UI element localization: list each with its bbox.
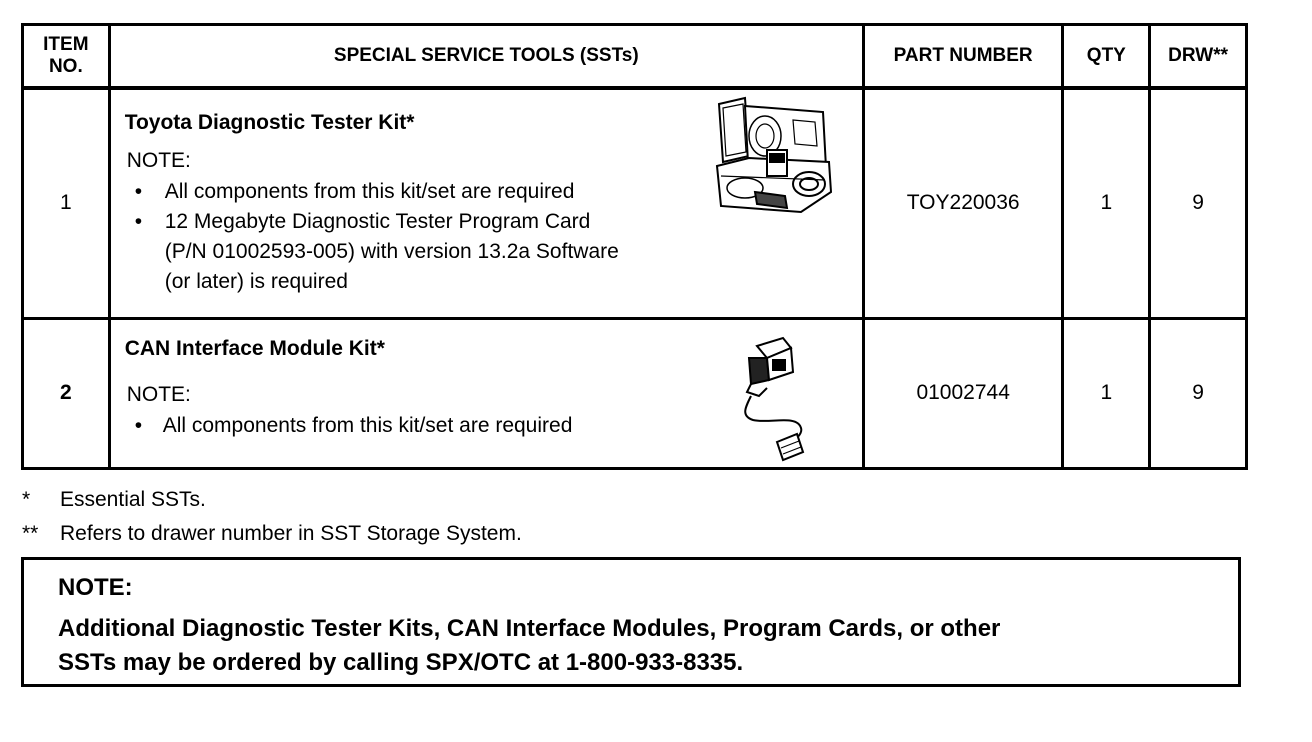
header-item-line1: ITEM <box>43 34 89 55</box>
qty: 1 <box>1063 88 1150 318</box>
drw: 9 <box>1150 88 1247 318</box>
note-label: NOTE: <box>126 383 191 406</box>
item-number: 2 <box>23 318 110 468</box>
list-item: • All components from this kit/set are required <box>125 411 862 441</box>
list-item: • All components from this kit/set are required <box>125 177 862 207</box>
diagnostic-tester-case-icon <box>715 96 833 216</box>
drw: 9 <box>1150 318 1247 468</box>
tool-title: Toyota Diagnostic Tester Kit* <box>124 111 415 135</box>
table-row <box>23 318 1247 468</box>
note-label: NOTE: <box>126 149 191 173</box>
header-item-no <box>23 25 110 89</box>
tool-title: CAN Interface Module Kit* <box>124 337 385 360</box>
bottom-note-box <box>21 557 1241 687</box>
header-drw: DRW** <box>1150 25 1247 89</box>
footnote-mark: ** <box>22 522 39 545</box>
part-number: 01002744 <box>863 318 1063 468</box>
header-part-number: PART NUMBER <box>863 25 1063 89</box>
table-row <box>23 88 1247 318</box>
header-qty: QTY <box>1063 25 1150 89</box>
sst-table <box>21 23 1248 470</box>
header-item-line2: NO. <box>48 56 83 77</box>
item-number: 1 <box>23 88 110 318</box>
can-interface-module-icon <box>739 336 809 464</box>
bottom-note-title: NOTE: <box>58 574 133 601</box>
footnote-mark: * <box>22 488 31 511</box>
bottom-note-line: Additional Diagnostic Tester Kits, CAN Interface Modules, Program Cards, or other <box>58 615 1001 642</box>
header-row <box>23 25 1247 89</box>
qty: 1 <box>1063 318 1150 468</box>
header-tools: SPECIAL SERVICE TOOLS (SSTs) <box>109 25 863 89</box>
bottom-note-body <box>58 612 1238 680</box>
footnote-text: Refers to drawer number in SST Storage System. <box>60 522 522 545</box>
part-number: TOY220036 <box>863 88 1063 318</box>
bottom-note-line: SSTs may be ordered by calling SPX/OTC at 1-800-933-8335. <box>58 649 744 676</box>
footnote-text: Essential SSTs. <box>60 488 206 511</box>
tool-description <box>109 318 863 468</box>
tool-description <box>109 88 863 318</box>
list-item: • 12 Megabyte Diagnostic Tester Program Card (P/N 01002593-005) with version 13.2a Software (or later) is required <box>125 207 862 297</box>
